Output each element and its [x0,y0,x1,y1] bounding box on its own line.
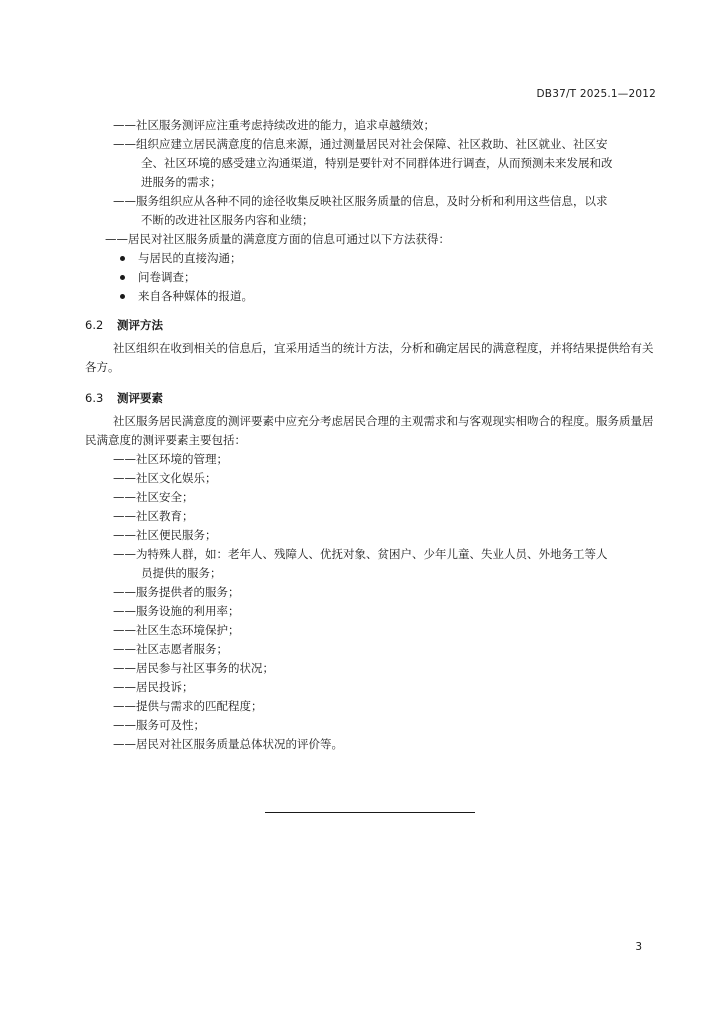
element-item: ——居民对社区服务质量总体状况的评价等。 [113,737,343,751]
intro-item-continuation: 不断的改进社区服务内容和业绩； [141,213,314,227]
bullet-item [85,287,657,306]
page-number: 3 [635,941,642,953]
bullet-text: 问卷调查； [138,270,196,284]
element-item: ——社区志愿者服务； [113,642,228,656]
element-item: ——社区文化娱乐； [113,471,217,485]
intro-item: ——社区服务测评应注重考虑持续改进的能力，追求卓越绩效； [113,118,435,132]
section-title: 测评要素 [117,391,163,405]
section-number: 6.2 [85,318,104,332]
standard-code-header: DB37/T 2025.1—2012 [536,88,656,100]
intro-item: ——组织应建立居民满意度的信息来源，通过测量居民对社会保障、社区救助、社区就业、社区安 [113,137,608,151]
bullet-dot-icon [120,275,125,280]
element-item: ——社区便民服务； [113,528,217,542]
element-item: ——社区安全； [113,490,194,504]
element-item: ——服务设施的利用率； [113,604,240,618]
intro-item: ——服务组织应从各种不同的途径收集反映社区服务质量的信息，及时分析和利用这些信息，以求 [113,194,608,208]
intro-item-continuation: 全、社区环境的感受建立沟通渠道，特别是要针对不同群体进行调查，从而预测未来发展和改 [141,156,613,170]
element-item-continuation: 员提供的服务； [141,566,222,580]
section-title: 测评方法 [117,318,163,332]
element-item: ——为特殊人群，如：老年人、残障人、优抚对象、贫困户、少年儿童、失业人员、外地务工等人 [113,547,608,561]
section-number: 6.3 [85,391,104,405]
page-content [85,116,657,754]
bullet-dot-icon [120,294,125,299]
bullet-item [85,249,657,268]
section-6-2-paragraph: 社区组织在收到相关的信息后，宜采用适当的统计方法，分析和确定居民的满意程度，并将结果提供给有关各方。 [85,341,654,374]
bullet-text: 来自各种媒体的报道。 [138,289,253,303]
element-item: ——社区生态环境保护； [113,623,240,637]
section-6-3-heading [85,388,657,408]
bullet-item [85,268,657,287]
bullet-text: 与居民的直接沟通； [138,251,242,265]
element-item: ——服务提供者的服务； [113,585,240,599]
element-item: ——服务可及性； [113,718,205,732]
section-6-2-heading [85,315,657,335]
element-item: ——居民投诉； [113,680,194,694]
bullet-dot-icon [120,256,125,261]
element-item: ——社区教育； [113,509,194,523]
end-rule [265,812,475,813]
intro-item: ——居民对社区服务质量的满意度方面的信息可通过以下方法获得： [105,232,450,246]
section-6-3-paragraph: 社区服务居民满意度的测评要素中应充分考虑居民合理的主观需求和与客观现实相吻合的程度。服务质量居民满意度的测评要素主要包括： [85,414,654,447]
intro-item-continuation: 进服务的需求； [141,175,222,189]
element-item: ——居民参与社区事务的状况； [113,661,274,675]
element-item: ——社区环境的管理； [113,452,228,466]
element-item: ——提供与需求的匹配程度； [113,699,263,713]
